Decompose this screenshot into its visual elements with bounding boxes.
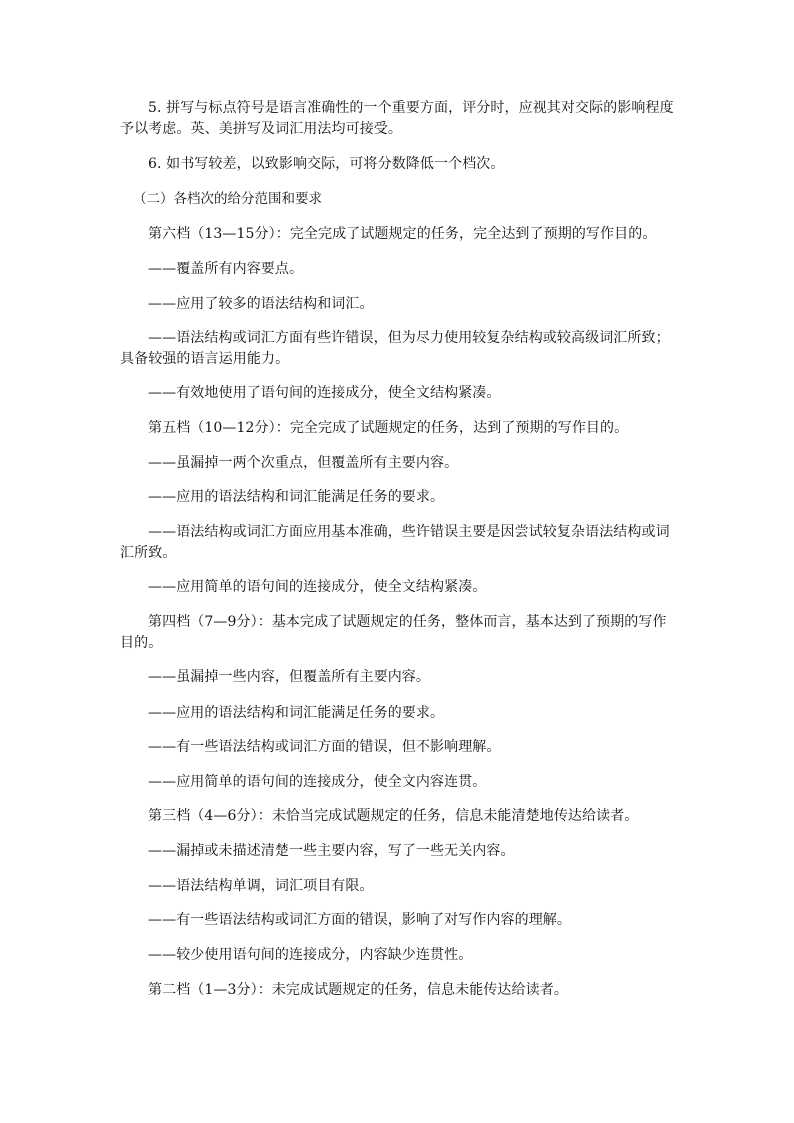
level-five-item-1: ——虽漏掉一两个次重点，但覆盖所有主要内容。 (148, 455, 459, 471)
level-six-heading: 第六档（13—15分）：完全完成了试题规定的任务，完全达到了预期的写作目的。 (148, 226, 657, 242)
level-four-heading: 第四档（7—9分）：基本完成了试题规定的任务，整体而言，基本达到了预期的写作目的。 (120, 614, 667, 651)
level-six-item-2: ——应用了较多的语法结构和词汇。 (148, 296, 374, 312)
level-five-heading: 第五档（10—12分）：完全完成了试题规定的任务，达到了预期的写作目的。 (148, 420, 629, 436)
level-three-item-3: ——有一些语法结构或词汇方面的错误，影响了对写作内容的理解。 (148, 912, 571, 928)
level-five-item-4: ——应用简单的语句间的连接成分，使全文结构紧凑。 (148, 579, 487, 595)
level-five-item-3: ——语法结构或词汇方面应用基本准确，些许错误主要是因尝试较复杂语法结构或词汇所致。 (120, 524, 670, 561)
level-three-item-1: ——漏掉或未描述清楚一些主要内容，写了一些无关内容。 (148, 843, 515, 859)
level-four-item-2: ——应用的语法结构和词汇能满足任务的要求。 (148, 705, 445, 721)
level-three-item-4: ——较少使用语句间的连接成分，内容缺少连贯性。 (148, 947, 473, 963)
level-six-item-1: ——覆盖所有内容要点。 (148, 261, 304, 277)
paragraph-handwriting: 6. 如书写较差，以致影响交际，可将分数降低一个档次。 (148, 156, 505, 172)
level-six-item-3: ——语法结构或词汇方面有些许错误，但为尽力使用较复杂结构或较高级词汇所致；具备较强的语言运用能力。 (120, 330, 670, 367)
level-five-item-2: ——应用的语法结构和词汇能满足任务的要求。 (148, 489, 445, 505)
level-two-heading: 第二档（1—3分）：未完成试题规定的任务，信息未能传达给读者。 (148, 982, 568, 998)
paragraph-spelling-punctuation: 5. 拼写与标点符号是语言准确性的一个重要方面，评分时，应视其对交际的影响程度予以考虑。英、美拼写及词汇用法均可接受。 (120, 100, 674, 137)
section-heading-scoring-levels: （二）各档次的给分范围和要求 (133, 191, 322, 207)
level-four-item-1: ——虽漏掉一些内容，但覆盖所有主要内容。 (148, 669, 430, 685)
level-four-item-3: ——有一些语法结构或词汇方面的错误，但不影响理解。 (148, 739, 501, 755)
level-six-item-4: ——有效地使用了语句间的连接成分，使全文结构紧凑。 (148, 385, 501, 401)
level-three-heading: 第三档（4—6分）：未恰当完成试题规定的任务，信息未能清楚地传达给读者。 (148, 808, 639, 824)
level-four-item-4: ——应用简单的语句间的连接成分，使全文内容连贯。 (148, 774, 487, 790)
level-three-item-2: ——语法结构单调，词汇项目有限。 (148, 878, 374, 894)
